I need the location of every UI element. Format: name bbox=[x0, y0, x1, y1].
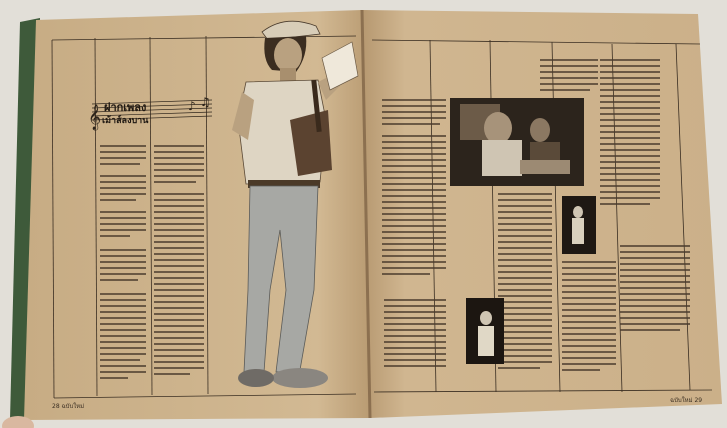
right-page-footer: ฉบับใหม่ 29 bbox=[670, 397, 703, 404]
performer-photo bbox=[466, 298, 504, 364]
left-page-footer: 28 ฉบับใหม่ bbox=[52, 403, 85, 410]
music-note-icon-2: ♫ bbox=[200, 95, 211, 109]
section-title: ฝากเพลง bbox=[104, 101, 147, 114]
section-subtitle: เม้าส์ลงบาน bbox=[102, 116, 149, 126]
music-note-icon: ♪ bbox=[188, 99, 196, 113]
band-photo bbox=[450, 98, 584, 186]
treble-clef-icon: 𝄞 bbox=[88, 105, 102, 130]
left-page bbox=[24, 10, 370, 420]
guitarist-photo bbox=[562, 196, 596, 254]
